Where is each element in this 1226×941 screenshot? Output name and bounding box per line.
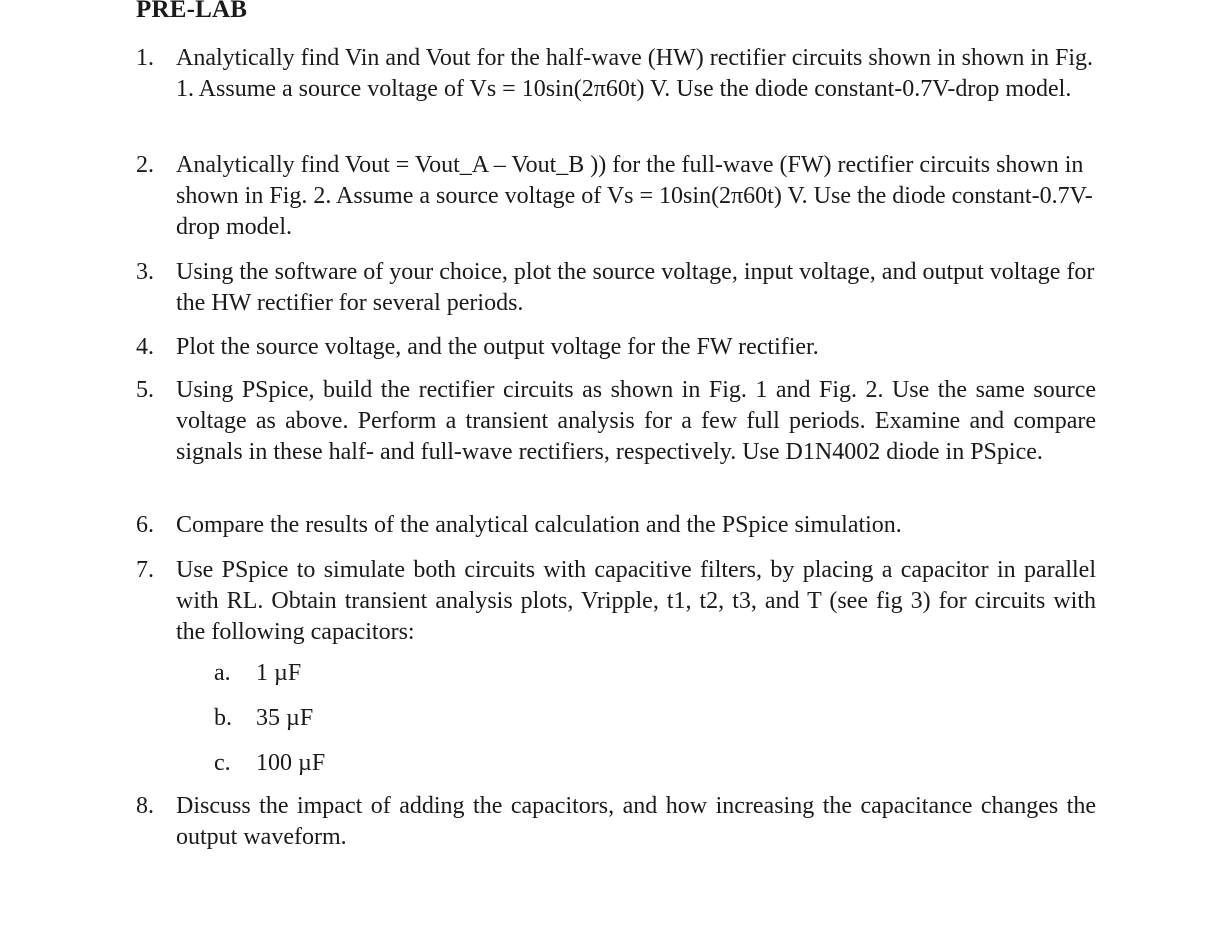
sub-item-letter: c. [214, 750, 231, 776]
list-item-7 [136, 555, 1096, 648]
item-text: Using the software of your choice, plot the source voltage, input voltage, and output voltage for the HW rectifier for several periods. [176, 259, 1095, 316]
page-title: PRE-LAB [136, 0, 248, 23]
list-item-1 [136, 43, 1096, 105]
sub-item-c [214, 748, 325, 779]
list-item-4 [136, 332, 1096, 363]
item-text: Plot the source voltage, and the output voltage for the FW rectifier. [176, 334, 819, 360]
item-text: Analytically find Vin and Vout for the half-wave (HW) rectifier circuits shown in shown in Fig. 1. Assume a source voltage of Vs = 10sin(2π60t) V. Use the diode constant-0.7V-drop model. [176, 45, 1094, 102]
sub-item-text: 35 µF [256, 705, 314, 731]
list-item-3 [136, 257, 1096, 319]
item-number: 2. [136, 152, 154, 178]
item-text: Discuss the impact of adding the capacitors, and how increasing the capacitance changes the output waveform. [176, 793, 1096, 850]
list-item-5 [136, 375, 1096, 468]
item-number: 4. [136, 334, 154, 360]
sub-item-letter: b. [214, 705, 232, 731]
item-text: Analytically find Vout = Vout_A – Vout_B )) for the full-wave (FW) rectifier circuits shown in shown in Fig. 2. Assume a source voltage of Vs = 10sin(2π60t) V. Use the diode constant-0.7V-drop model. [176, 152, 1093, 240]
item-number: 5. [136, 377, 154, 403]
item-number: 3. [136, 259, 154, 285]
item-number: 7. [136, 557, 154, 583]
item-number: 6. [136, 512, 154, 538]
item-number: 1. [136, 45, 154, 71]
list-item-6 [136, 510, 1096, 541]
item-number: 8. [136, 793, 154, 819]
item-text: Using PSpice, build the rectifier circuits as shown in Fig. 1 and Fig. 2. Use the same source voltage as above. Perform a transient analysis for a few full periods. Examine and compare signals in these half- and full-wave rectifiers, respectively. Use D1N4002 diode in PSpice. [176, 377, 1096, 465]
item-text: Compare the results of the analytical calculation and the PSpice simulation. [176, 512, 902, 538]
sub-item-letter: a. [214, 660, 231, 686]
sub-item-text: 100 µF [256, 750, 326, 776]
sub-item-text: 1 µF [256, 660, 302, 686]
sub-item-a [214, 658, 301, 689]
item-text: Use PSpice to simulate both circuits with capacitive filters, by placing a capacitor in parallel with RL. Obtain transient analysis plots, Vripple, t1, t2, t3, and T (see fig 3) for circuits with the following capacitors: [176, 557, 1096, 645]
sub-item-b [214, 703, 313, 734]
list-item-8 [136, 791, 1096, 853]
list-item-2 [136, 150, 1096, 243]
